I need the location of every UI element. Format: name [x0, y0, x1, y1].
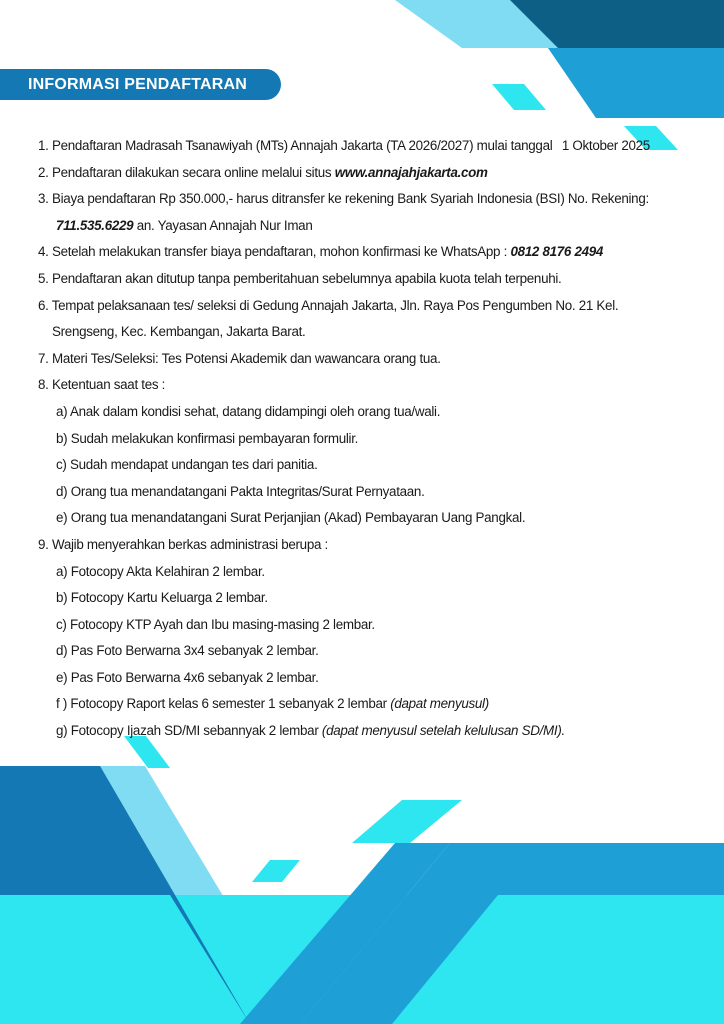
sub-item-9g: g) Fotocopy Ijazah SD/MI sebannyak 2 lembar (dapat menyusul setelah kelulusan SD/MI).	[56, 723, 565, 739]
sub-item-8b: b) Sudah melakukan konfirmasi pembayaran formulir.	[56, 430, 359, 446]
website-link[interactable]: www.annajahjakarta.com	[334, 164, 488, 180]
list-item-4: 4. Setelah melakukan transfer biaya pendaftaran, mohon konfirmasi ke WhatsApp : 0812 8176 2494	[38, 244, 604, 260]
whatsapp-number: 0812 8176 2494	[510, 244, 604, 260]
list-item-9: 9. Wajib menyerahkan berkas administrasi berupa :	[38, 536, 328, 552]
list-item-5: 5. Pendaftaran akan ditutup tanpa pemberitahuan sebelumnya apabila kuota telah terpenuhi.	[38, 270, 562, 286]
sub-item-8a: a) Anak dalam kondisi sehat, datang didampingi oleh orang tua/wali.	[56, 403, 441, 419]
bottom-cyan-tile-1	[352, 800, 462, 843]
sub-item-8d: d) Orang tua menandatangani Pakta Integritas/Surat Pernyataan.	[56, 483, 425, 499]
list-item-3-account: 711.535.6229 an. Yayasan Annajah Nur Iman	[56, 217, 313, 233]
sub-item-9f: f ) Fotocopy Raport kelas 6 semester 1 sebanyak 2 lembar (dapat menyusul)	[56, 696, 489, 712]
sub-item-9c: c) Fotocopy KTP Ayah dan Ibu masing-masing 2 lembar.	[56, 616, 375, 632]
sub-item-8c: c) Sudah mendapat undangan tes dari panitia.	[56, 457, 318, 473]
sub-item-8e: e) Orang tua menandatangani Surat Perjanjian (Akad) Pembayaran Uang Pangkal.	[56, 510, 526, 526]
sub-item-9e: e) Pas Foto Berwarna 4x6 sebanyak 2 lembar.	[56, 669, 319, 685]
bottom-cyan-tile-2	[252, 860, 300, 882]
section-title: INFORMASI PENDAFTARAN	[28, 75, 248, 93]
list-item-2: 2. Pendaftaran dilakukan secara online melalui situs www.annajahjakarta.com	[38, 164, 488, 180]
registration-info-list	[38, 133, 698, 745]
sub-item-9a: a) Fotocopy Akta Kelahiran 2 lembar.	[56, 563, 265, 579]
list-item-6-cont: Srengseng, Kec. Kembangan, Jakarta Barat.	[52, 324, 306, 340]
list-item-1: 1. Pendaftaran Madrasah Tsanawiyah (MTs) Annajah Jakarta (TA 2026/2027) mulai tanggal 1 Oktober 2025	[38, 138, 650, 153]
start-date: 1 Oktober 2025	[561, 138, 650, 153]
note-f: (dapat menyusul)	[390, 696, 489, 712]
list-item-6: 6. Tempat pelaksanaan tes/ seleksi di Gedung Annajah Jakarta, Jln. Raya Pos Pengumben No. 21 Kel.	[38, 297, 619, 313]
top-cyan-parallelogram	[492, 84, 546, 110]
note-g: (dapat menyusul setelah kelulusan SD/MI).	[321, 723, 565, 739]
sub-item-9b: b) Fotocopy Kartu Keluarga 2 lembar.	[56, 590, 268, 606]
account-number: 711.535.6229	[56, 217, 134, 233]
section-title-banner	[0, 69, 281, 100]
list-item-7: 7. Materi Tes/Seleksi: Tes Potensi Akademik dan wawancara orang tua.	[38, 350, 441, 366]
sub-item-9d: d) Pas Foto Berwarna 3x4 sebanyak 2 lembar.	[56, 643, 319, 659]
list-item-8: 8. Ketentuan saat tes :	[38, 377, 166, 393]
list-item-3: 3. Biaya pendaftaran Rp 350.000,- harus ditransfer ke rekening Bank Syariah Indonesia (BSI) No. Rekening:	[38, 191, 649, 207]
